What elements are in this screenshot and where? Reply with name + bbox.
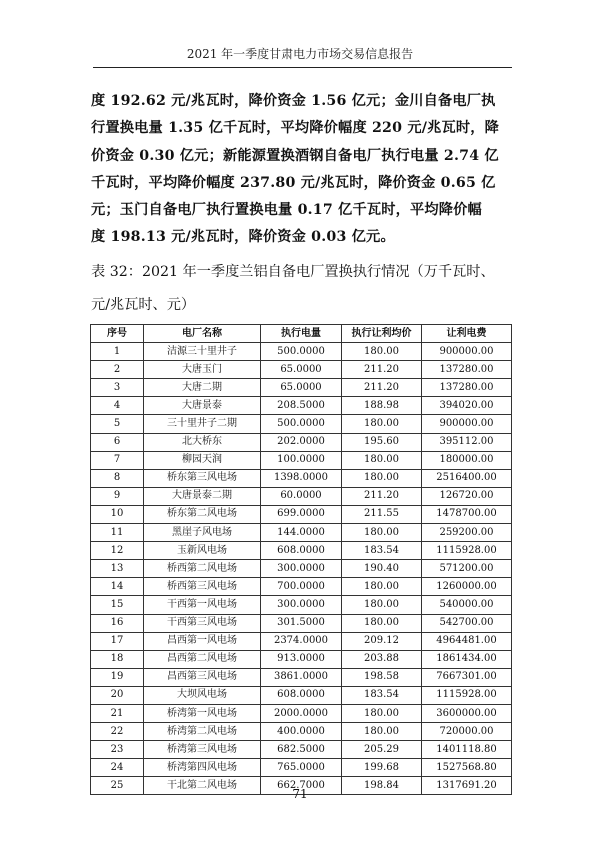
cell-executed-energy: 682.5000 [261, 741, 342, 759]
table-row [91, 596, 512, 614]
cell-plant-name: 玉新风电场 [144, 542, 261, 560]
table-body [91, 343, 512, 795]
cell-avg-discount-price: 180.00 [342, 524, 422, 542]
table-row [91, 759, 512, 777]
table-row [91, 397, 512, 415]
cell-plant-name: 桥西第三风电场 [144, 578, 261, 596]
cell-seq: 19 [91, 668, 144, 686]
cell-plant-name: 桥东第三风电场 [144, 469, 261, 487]
cell-executed-energy: 700.0000 [261, 578, 342, 596]
cell-seq: 23 [91, 741, 144, 759]
cell-discount-fee: 1260000.00 [422, 578, 512, 596]
caption-line: 表 32：2021 年一季度兰铝自备电厂置换执行情况（万千瓦时、 [91, 264, 495, 280]
cell-avg-discount-price: 211.55 [342, 505, 422, 523]
table-caption [91, 256, 521, 322]
cell-seq: 24 [91, 759, 144, 777]
cell-plant-name: 洁源三十里井子 [144, 343, 261, 361]
cell-seq: 8 [91, 469, 144, 487]
cell-executed-energy: 765.0000 [261, 759, 342, 777]
cell-seq: 12 [91, 542, 144, 560]
cell-discount-fee: 2516400.00 [422, 469, 512, 487]
table-row [91, 723, 512, 741]
table-row [91, 650, 512, 668]
paragraph-line: 千瓦时，平均降价幅度 237.80 元/兆瓦时，降价资金 0.65 亿 [91, 174, 496, 191]
cell-avg-discount-price: 198.84 [342, 777, 422, 795]
column-header-plant-name: 电厂名称 [144, 325, 261, 343]
table-row [91, 469, 512, 487]
table-row [91, 415, 512, 433]
cell-avg-discount-price: 180.00 [342, 451, 422, 469]
cell-executed-energy: 608.0000 [261, 542, 342, 560]
cell-avg-discount-price: 190.40 [342, 560, 422, 578]
cell-executed-energy: 500.0000 [261, 343, 342, 361]
cell-executed-energy: 662.7000 [261, 777, 342, 795]
cell-plant-name: 大唐二期 [144, 379, 261, 397]
cell-discount-fee: 542700.00 [422, 614, 512, 632]
cell-avg-discount-price: 209.12 [342, 632, 422, 650]
table-row [91, 451, 512, 469]
cell-discount-fee: 259200.00 [422, 524, 512, 542]
cell-avg-discount-price: 188.98 [342, 397, 422, 415]
cell-executed-energy: 699.0000 [261, 505, 342, 523]
cell-seq: 9 [91, 487, 144, 505]
paragraph-line: 度 198.13 元/兆瓦时，降价资金 0.03 亿元。 [91, 229, 395, 246]
cell-discount-fee: 720000.00 [422, 723, 512, 741]
cell-discount-fee: 1115928.00 [422, 542, 512, 560]
table-row [91, 379, 512, 397]
cell-seq: 22 [91, 723, 144, 741]
cell-avg-discount-price: 211.20 [342, 361, 422, 379]
cell-executed-energy: 65.0000 [261, 379, 342, 397]
page-number: 71 [292, 787, 308, 801]
cell-discount-fee: 1527568.80 [422, 759, 512, 777]
header-divider [93, 67, 512, 68]
cell-executed-energy: 300.0000 [261, 596, 342, 614]
cell-discount-fee: 900000.00 [422, 415, 512, 433]
cell-plant-name: 昌西第一风电场 [144, 632, 261, 650]
table-row [91, 542, 512, 560]
cell-avg-discount-price: 183.54 [342, 686, 422, 704]
cell-discount-fee: 1401118.80 [422, 741, 512, 759]
cell-seq: 18 [91, 650, 144, 668]
cell-executed-energy: 202.0000 [261, 433, 342, 451]
cell-seq: 6 [91, 433, 144, 451]
paragraph-line: 价资金 0.30 亿元；新能源置换酒钢自备电厂执行电量 2.74 亿 [91, 147, 499, 164]
table-row [91, 686, 512, 704]
cell-discount-fee: 571200.00 [422, 560, 512, 578]
table-row [91, 361, 512, 379]
cell-plant-name: 北大桥东 [144, 433, 261, 451]
report-header-title: 2021 年一季度甘肃电力市场交易信息报告 [186, 47, 414, 61]
cell-executed-energy: 65.0000 [261, 361, 342, 379]
table-row [91, 487, 512, 505]
column-header-avg-discount-price: 执行让利均价 [342, 325, 422, 343]
table-row [91, 524, 512, 542]
cell-executed-energy: 2374.0000 [261, 632, 342, 650]
replacement-execution-table [90, 324, 512, 795]
cell-seq: 20 [91, 686, 144, 704]
cell-executed-energy: 1398.0000 [261, 469, 342, 487]
cell-avg-discount-price: 183.54 [342, 542, 422, 560]
cell-avg-discount-price: 195.60 [342, 433, 422, 451]
cell-executed-energy: 608.0000 [261, 686, 342, 704]
paragraph-line: 行置换电量 1.35 亿千瓦时，平均降价幅度 220 元/兆瓦时，降 [91, 120, 500, 137]
table-row [91, 741, 512, 759]
cell-executed-energy: 2000.0000 [261, 704, 342, 722]
cell-seq: 15 [91, 596, 144, 614]
cell-plant-name: 大唐景泰 [144, 397, 261, 415]
cell-executed-energy: 500.0000 [261, 415, 342, 433]
table-row [91, 578, 512, 596]
table-header-row [91, 325, 512, 343]
cell-seq: 1 [91, 343, 144, 361]
cell-discount-fee: 394020.00 [422, 397, 512, 415]
cell-seq: 4 [91, 397, 144, 415]
cell-executed-energy: 60.0000 [261, 487, 342, 505]
cell-discount-fee: 1317691.20 [422, 777, 512, 795]
cell-avg-discount-price: 180.00 [342, 415, 422, 433]
cell-plant-name: 桥西第二风电场 [144, 560, 261, 578]
cell-discount-fee: 395112.00 [422, 433, 512, 451]
table-row [91, 704, 512, 722]
cell-plant-name: 桥东第二风电场 [144, 505, 261, 523]
cell-plant-name: 大坝风电场 [144, 686, 261, 704]
table-row [91, 505, 512, 523]
column-header-executed-energy: 执行电量 [261, 325, 342, 343]
cell-discount-fee: 4964481.00 [422, 632, 512, 650]
cell-plant-name: 桥湾第四风电场 [144, 759, 261, 777]
cell-avg-discount-price: 211.20 [342, 379, 422, 397]
cell-seq: 5 [91, 415, 144, 433]
cell-executed-energy: 300.0000 [261, 560, 342, 578]
cell-avg-discount-price: 180.00 [342, 343, 422, 361]
cell-discount-fee: 126720.00 [422, 487, 512, 505]
cell-discount-fee: 540000.00 [422, 596, 512, 614]
cell-seq: 2 [91, 361, 144, 379]
table-row [91, 632, 512, 650]
cell-executed-energy: 913.0000 [261, 650, 342, 668]
cell-plant-name: 干西第一风电场 [144, 596, 261, 614]
caption-line: 元/兆瓦时、元） [91, 297, 196, 313]
cell-executed-energy: 301.5000 [261, 614, 342, 632]
cell-seq: 13 [91, 560, 144, 578]
cell-avg-discount-price: 180.00 [342, 578, 422, 596]
cell-avg-discount-price: 205.29 [342, 741, 422, 759]
table-row [91, 343, 512, 361]
column-header-seq: 序号 [91, 325, 144, 343]
cell-discount-fee: 1115928.00 [422, 686, 512, 704]
cell-discount-fee: 1478700.00 [422, 505, 512, 523]
table-row [91, 560, 512, 578]
paragraph-line: 元；玉门自备电厂执行置换电量 0.17 亿千瓦时，平均降价幅 [91, 202, 482, 219]
table-row [91, 433, 512, 451]
cell-seq: 16 [91, 614, 144, 632]
table-row [91, 668, 512, 686]
cell-seq: 11 [91, 524, 144, 542]
cell-executed-energy: 144.0000 [261, 524, 342, 542]
cell-executed-energy: 208.5000 [261, 397, 342, 415]
cell-plant-name: 柳园天润 [144, 451, 261, 469]
cell-executed-energy: 3861.0000 [261, 668, 342, 686]
cell-seq: 25 [91, 777, 144, 795]
cell-discount-fee: 7667301.00 [422, 668, 512, 686]
paragraph-line: 度 192.62 元/兆瓦时，降价资金 1.56 亿元；金川自备电厂执 [91, 93, 496, 109]
cell-seq: 21 [91, 704, 144, 722]
cell-seq: 14 [91, 578, 144, 596]
cell-discount-fee: 137280.00 [422, 361, 512, 379]
cell-plant-name: 干北第二风电场 [144, 777, 261, 795]
cell-avg-discount-price: 180.00 [342, 614, 422, 632]
cell-plant-name: 桥湾第三风电场 [144, 741, 261, 759]
body-paragraph [91, 88, 521, 252]
cell-plant-name: 桥湾第一风电场 [144, 704, 261, 722]
cell-avg-discount-price: 180.00 [342, 596, 422, 614]
cell-discount-fee: 3600000.00 [422, 704, 512, 722]
cell-plant-name: 黑崖子风电场 [144, 524, 261, 542]
cell-seq: 17 [91, 632, 144, 650]
cell-avg-discount-price: 198.58 [342, 668, 422, 686]
cell-executed-energy: 100.0000 [261, 451, 342, 469]
cell-discount-fee: 180000.00 [422, 451, 512, 469]
cell-discount-fee: 1861434.00 [422, 650, 512, 668]
cell-plant-name: 桥湾第二风电场 [144, 723, 261, 741]
cell-avg-discount-price: 199.68 [342, 759, 422, 777]
cell-plant-name: 大唐景泰二期 [144, 487, 261, 505]
cell-plant-name: 昌西第二风电场 [144, 650, 261, 668]
cell-avg-discount-price: 203.88 [342, 650, 422, 668]
cell-avg-discount-price: 180.00 [342, 723, 422, 741]
cell-avg-discount-price: 180.00 [342, 469, 422, 487]
cell-plant-name: 干西第三风电场 [144, 614, 261, 632]
cell-plant-name: 昌西第三风电场 [144, 668, 261, 686]
cell-seq: 3 [91, 379, 144, 397]
cell-discount-fee: 900000.00 [422, 343, 512, 361]
cell-plant-name: 三十里井子二期 [144, 415, 261, 433]
cell-avg-discount-price: 211.20 [342, 487, 422, 505]
cell-avg-discount-price: 180.00 [342, 704, 422, 722]
cell-seq: 7 [91, 451, 144, 469]
cell-plant-name: 大唐玉门 [144, 361, 261, 379]
table-row [91, 614, 512, 632]
cell-discount-fee: 137280.00 [422, 379, 512, 397]
cell-executed-energy: 400.0000 [261, 723, 342, 741]
column-header-discount-fee: 让利电费 [422, 325, 512, 343]
cell-seq: 10 [91, 505, 144, 523]
